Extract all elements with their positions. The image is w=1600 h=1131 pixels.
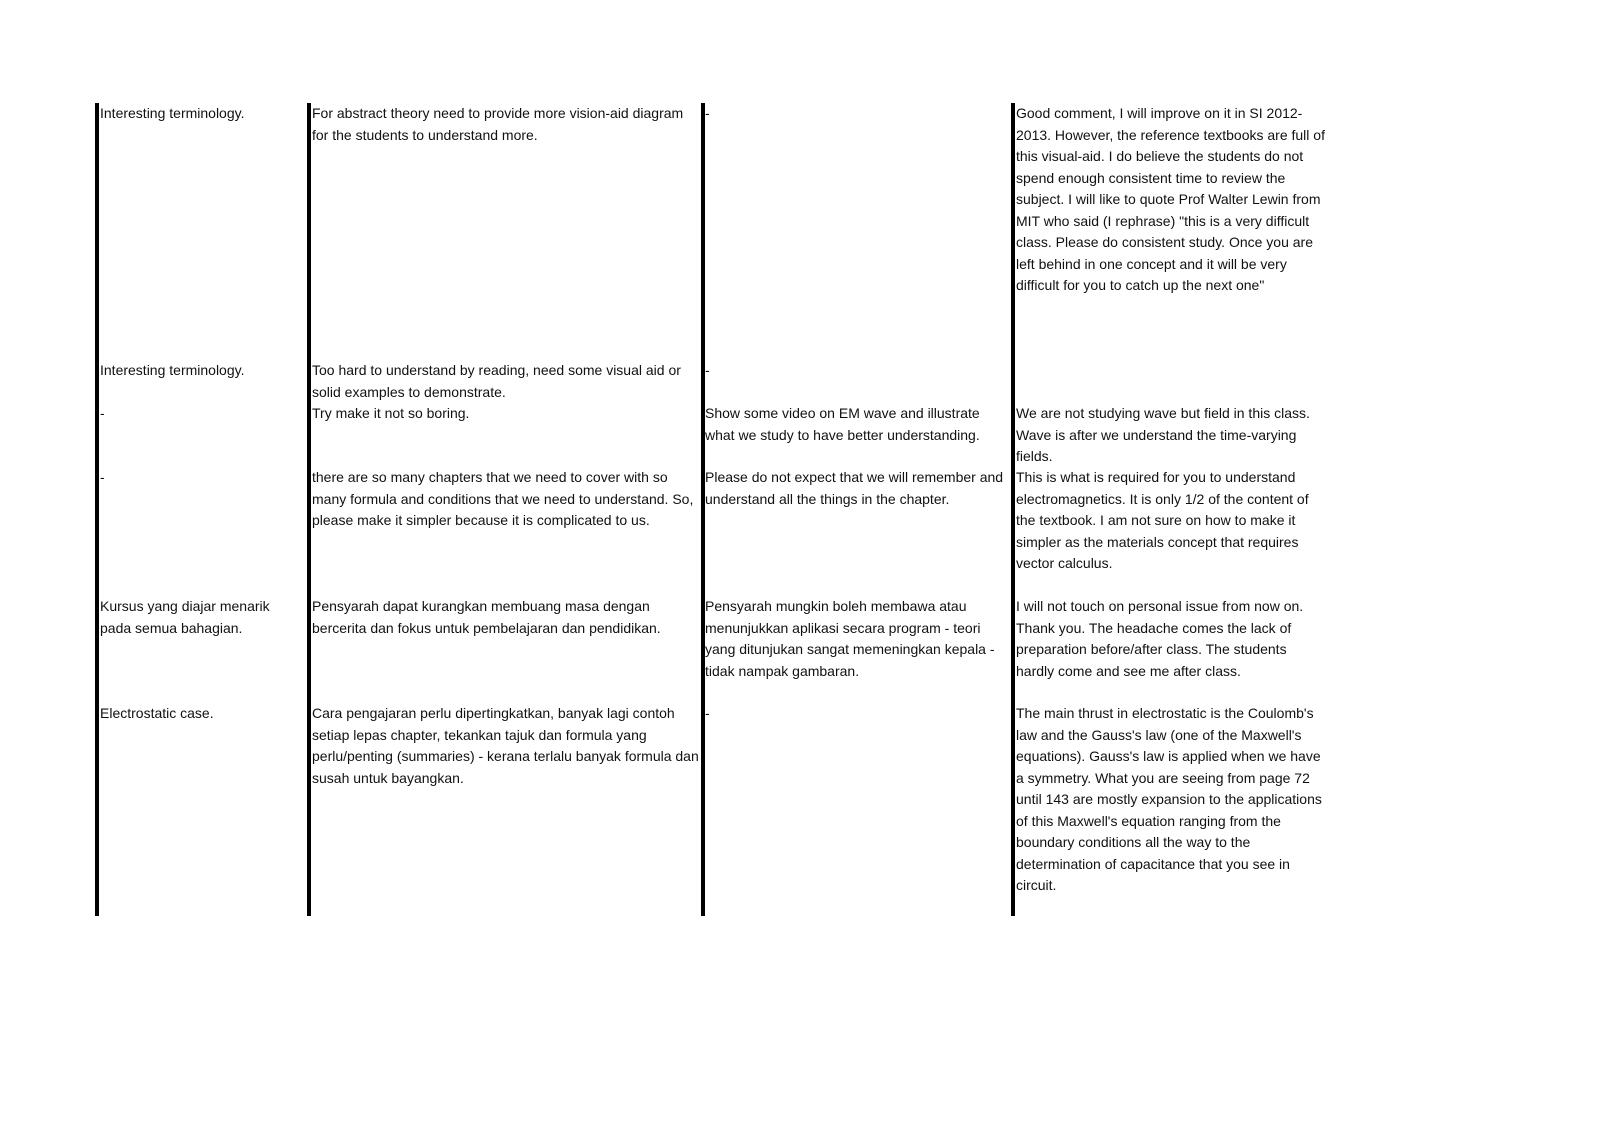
row-3-improvement: Try make it not so boring. — [312, 405, 470, 421]
row-2-comment: Interesting terminology. — [100, 362, 245, 378]
row-3-suggestion: Show some video on EM wave and illustrate what we study to have better understanding. — [705, 405, 980, 443]
row-4-improvement: there are so many chapters that we need to cover with so many formula and conditions that we need to understand. So, please make it simpler because it is complicated to us. — [312, 469, 694, 528]
row-3-response: We are not studying wave but field in this class. Wave is after we understand the time-varying fields. — [1016, 405, 1310, 464]
row-6-improvement: Cara pengajaran perlu dipertingkatkan, banyak lagi contoh setiap lepas chapter, tekankan tajuk dan formula yang perlu/penting (summaries) - kerana terlalu banyak formula dan susah untuk bayangkan. — [312, 705, 699, 786]
row-5-response: I will not touch on personal issue from now on. Thank you. The headache comes the lack of preparation before/after class. The students hardly come and see me after class. — [1016, 598, 1304, 679]
row-5-suggestion: Pensyarah mungkin boleh membawa atau menunjukkan aplikasi secara program - teori yang ditunjukan sangat memeningkan kepala - tidak nampak gambaran. — [705, 598, 995, 679]
row-6-suggestion: - — [705, 705, 710, 721]
row-5-improvement: Pensyarah dapat kurangkan membuang masa dengan bercerita dan fokus untuk pembelajaran dan pendidikan. — [312, 598, 661, 636]
row-1-comment: Interesting terminology. — [100, 105, 245, 121]
row-1-suggestion: - — [705, 105, 710, 121]
column-border-2 — [307, 103, 311, 916]
row-4-suggestion: Please do not expect that we will remember and understand all the things in the chapter. — [705, 469, 1004, 507]
row-1-improvement: For abstract theory need to provide more vision-aid diagram for the students to understand more. — [312, 105, 684, 143]
column-border-4 — [1011, 103, 1015, 916]
row-6-comment: Electrostatic case. — [100, 705, 214, 721]
row-4-comment: - — [100, 469, 105, 485]
row-2-suggestion: - — [705, 362, 710, 378]
row-5-comment: Kursus yang diajar menarik pada semua bahagian. — [100, 598, 270, 636]
row-6-response: The main thrust in electrostatic is the Coulomb's law and the Gauss's law (one of the Maxwell's equations). Gauss's law is applied when we have a symmetry. What you are seeing from page 72 until 143 are mostly expansion to the applications of this Maxwell's equation ranging from the boundary conditions all the way to the determination of capacitance that you see in circuit. — [1016, 705, 1322, 893]
row-2-improvement: Too hard to understand by reading, need some visual aid or solid examples to demonstrate. — [312, 362, 681, 400]
row-4-response: This is what is required for you to understand electromagnetics. It is only 1/2 of the content of the textbook. I am not sure on how to make it simpler as the materials concept that requires vector calculus. — [1016, 469, 1309, 571]
column-border-1 — [95, 103, 99, 916]
row-3-comment: - — [100, 405, 105, 421]
row-1-response: Good comment, I will improve on it in SI 2012-2013. However, the reference textbooks are full of this visual-aid. I do believe the students do not spend enough consistent time to review the subject. I will like to quote Prof Walter Lewin from MIT who said (I rephrase) "this is a very difficult class. Please do consistent study. Once you are left behind in one concept and it will be very difficult for you to catch up the next one" — [1016, 105, 1325, 293]
